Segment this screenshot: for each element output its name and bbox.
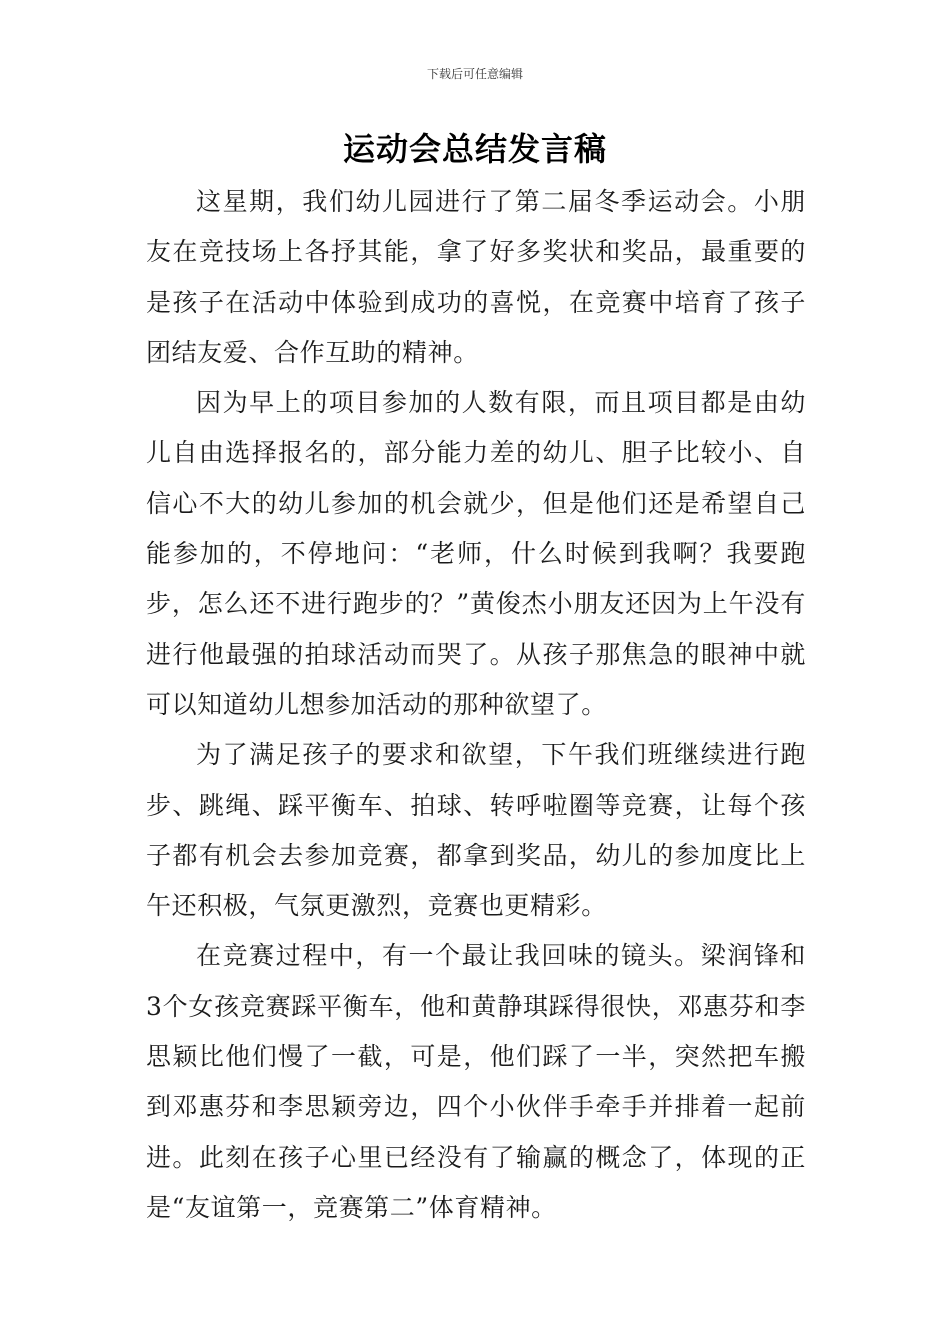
paragraph-3: 为了满足孩子的要求和欲望，下午我们班继续进行跑步、跳绳、踩平衡车、拍球、转呼啦圈等竞赛，让每个孩子都有机会去参加竞赛，都拿到奖品，幼儿的参加度比上午还积极，气氛更激烈，竞赛也更精彩。 — [146, 740, 806, 921]
document-title: 运动会总结发言稿 — [342, 130, 607, 168]
paragraph-4: 在竞赛过程中，有一个最让我回味的镜头。梁润锋和 3个女孩竞赛踩平衡车，他和黄静琪踩得很快，邓惠芬和李思颖比他们慢了一截，可是，他们踩了一半，突然把车搬到邓惠芬和李思颖旁边，四个小伙伴手牵手并排着一起前进。此刻在孩子心里已经没有了输赢的概念了，体现的正是“友谊第一，竞赛第二”体育精神。 — [146, 941, 806, 1222]
page-header-note: 下载后可任意编辑 — [426, 67, 523, 81]
paragraph-2: 因为早上的项目参加的人数有限，而且项目都是由幼儿自由选择报名的，部分能力差的幼儿、胆子比较小、自信心不大的幼儿参加的机会就少，但是他们还是希望自己能参加的，不停地问：“老师，什么时候到我啊？我要跑步，怎么还不进行跑步的？”黄俊杰小朋友还因为上午没有进行他最强的拍球活动而哭了。从孩子那焦急的眼神中就可以知道幼儿想参加活动的那种欲望了。 — [146, 388, 806, 719]
document-body — [146, 177, 806, 1233]
paragraph-1: 这星期，我们幼儿园进行了第二届冬季运动会。小朋友在竞技场上各抒其能，拿了好多奖状和奖品，最重要的是孩子在活动中体验到成功的喜悦，在竞赛中培育了孩子团结友爱、合作互助的精神。 — [146, 187, 806, 367]
